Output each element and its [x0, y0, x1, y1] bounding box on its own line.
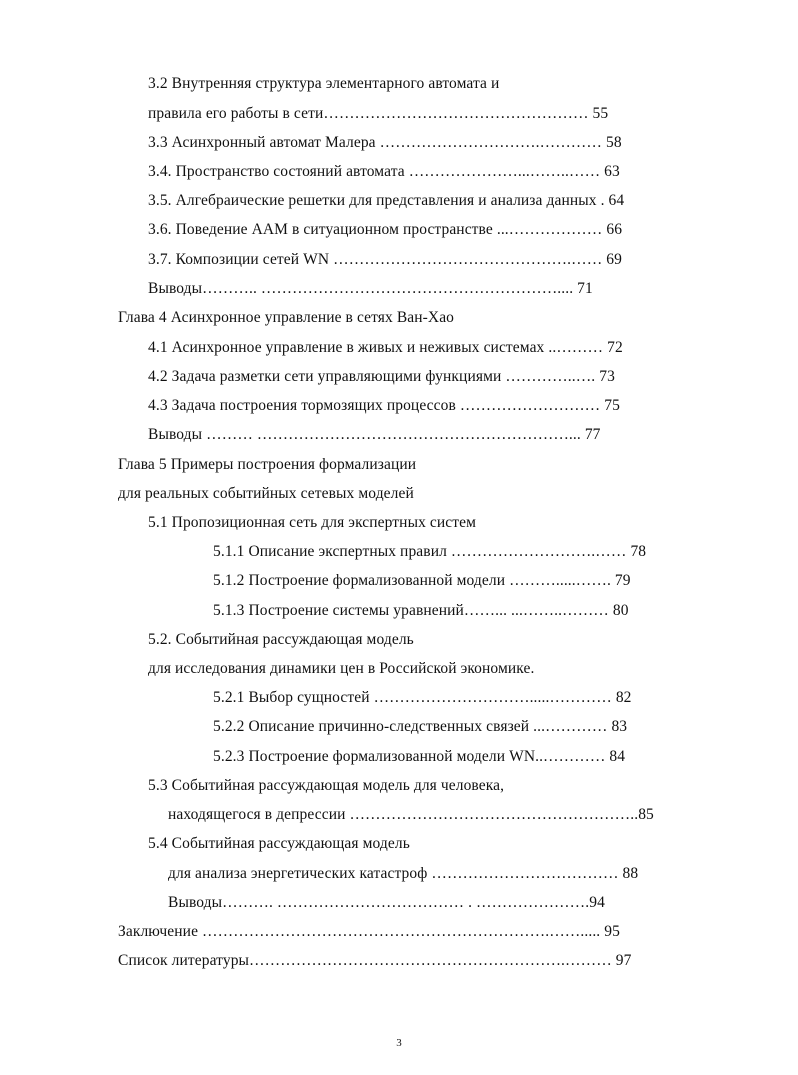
- toc-entry-5-1-3: 5.1.3 Построение системы уравнений……... ...……..……… 80: [213, 602, 629, 619]
- toc-entry-4-1: 4.1 Асинхронное управление в живых и неживых системах ..……… 72: [148, 339, 623, 356]
- toc-entry-5-4: 5.4 Событийная рассуждающая модель: [148, 835, 410, 852]
- toc-entry-4-2: 4.2 Задача разметки сети управляющими функциями …………..…. 73: [148, 368, 615, 385]
- toc-entry-bibliography: Список литературы…………………………………………………….……… 97: [118, 952, 632, 969]
- toc-entry-conclusion: Заключение ………………………………………………………….……..... 95: [118, 923, 620, 940]
- toc-entry-5-1-1: 5.1.1 Описание экспертных правил ……………………….…… 78: [213, 543, 647, 560]
- toc-entry-5-2-3: 5.2.3 Построение формализованной модели WN..………… 84: [213, 748, 626, 765]
- toc-entry-3-3: 3.3 Асинхронный автомат Малера ………………………….………… 58: [148, 134, 622, 151]
- toc-entry-5-1-2: 5.1.2 Построение формализованной модели ……….....……. 79: [213, 572, 631, 589]
- toc-chapter-5-continued: для реальных событийных сетевых моделей: [118, 485, 414, 502]
- toc-entry-5-3-continued: находящегося в депрессии ………………………………………………..85: [168, 806, 654, 823]
- toc-entry-ch3-conclusions: Выводы……….. ………………………………………………….... 71: [148, 280, 593, 297]
- toc-chapter-4: Глава 4 Асинхронное управление в сетях Ван-Хао: [118, 309, 455, 326]
- toc-entry-ch5-conclusions: Выводы………. ……………………………… . ………………….94: [168, 894, 605, 911]
- toc-chapter-5: Глава 5 Примеры построения формализации: [118, 456, 417, 473]
- page-number: 3: [396, 1037, 402, 1049]
- toc-entry-5-2-1: 5.2.1 Выбор сущностей ………………………….....………… 82: [213, 689, 632, 706]
- toc-entry-5-2-continued: для исследования динамики цен в Российской экономике.: [148, 660, 535, 677]
- toc-entry-ch4-conclusions: Выводы ……… ……………………………………………………... 77: [148, 426, 601, 443]
- toc-entry-5-1: 5.1 Пропозиционная сеть для экспертных систем: [148, 514, 477, 531]
- toc-entry-3-4: 3.4. Пространство состояний автомата …………………...……..…… 63: [148, 163, 620, 180]
- toc-entry-5-2-2: 5.2.2 Описание причинно-следственных связей ...………… 83: [213, 718, 628, 735]
- toc-entry-5-3: 5.3 Событийная рассуждающая модель для человека,: [148, 777, 505, 794]
- toc-entry-3-2-heading: 3.2 Внутренняя структура элементарного автомата и: [148, 75, 500, 92]
- toc-entry-3-2: правила его работы в сети…………………………………………… 55: [148, 105, 609, 122]
- toc-entry-3-7: 3.7. Композиции сетей WN ……………………………………….…… 69: [148, 251, 622, 268]
- toc-entry-3-6: 3.6. Поведение ААМ в ситуационном пространстве ...……………… 66: [148, 221, 623, 238]
- toc-entry-3-5: 3.5. Алгебраические решетки для представления и анализа данных . 64: [148, 192, 625, 209]
- toc-entry-5-2: 5.2. Событийная рассуждающая модель: [148, 631, 414, 648]
- toc-entry-4-3: 4.3 Задача построения тормозящих процессов ……………………… 75: [148, 397, 620, 414]
- toc-entry-5-4-continued: для анализа энергетических катастроф ……………………………… 88: [168, 865, 639, 882]
